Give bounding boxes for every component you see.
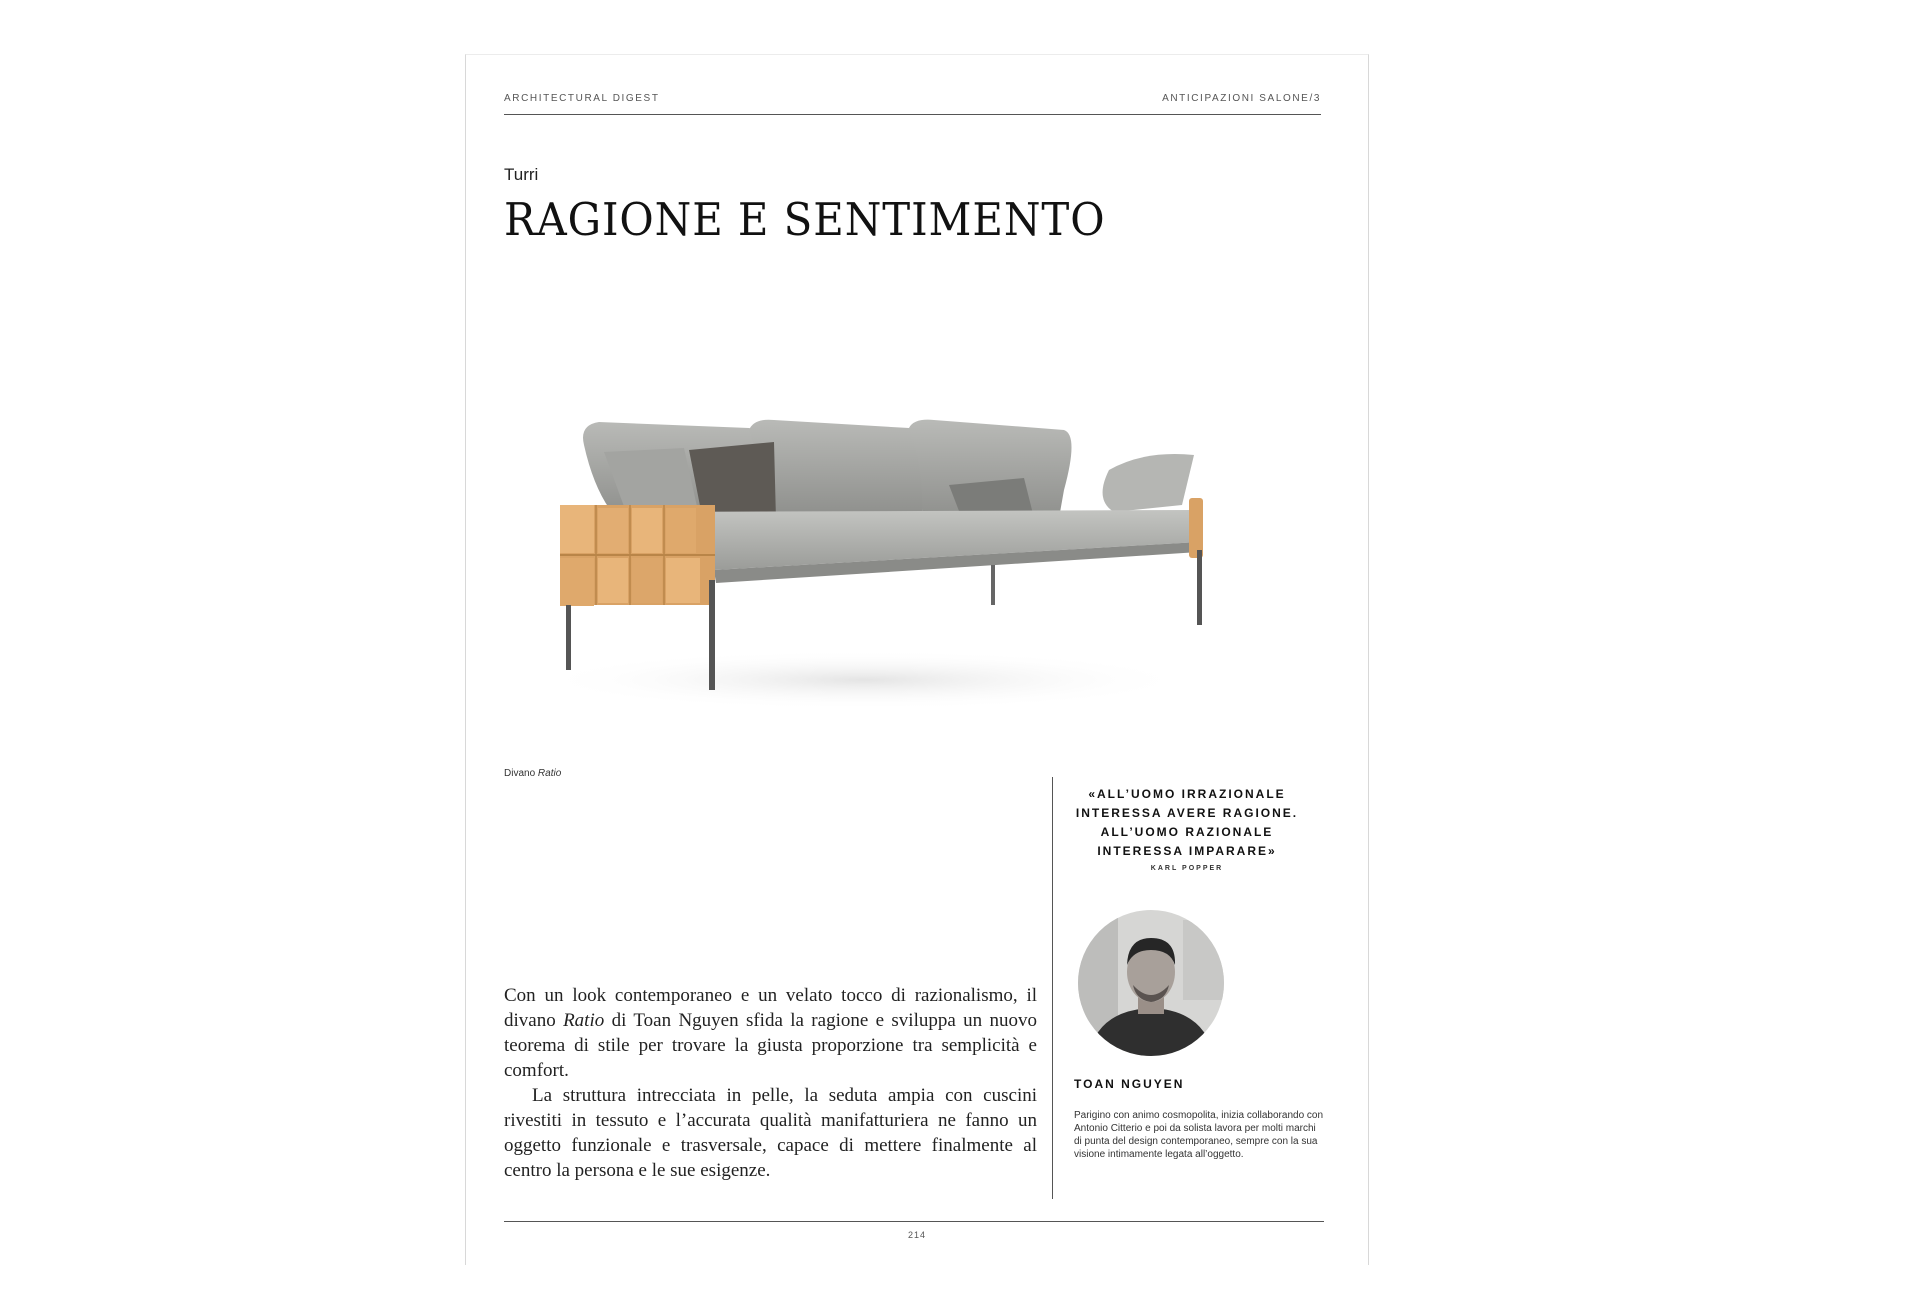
- pull-quote: «ALL’UOMO IRRAZIONALE INTERESSA AVERE RAGIONE. ALL’UOMO RAZIONALE INTERESSA IMPARARE»: [1075, 787, 1299, 858]
- article-body: [504, 983, 1037, 1183]
- magazine-name: ARCHITECTURAL DIGEST: [504, 93, 660, 104]
- designer-name: TOAN NGUYEN: [1074, 1077, 1185, 1091]
- body-paragraph: Con un look contemporaneo e un velato tocco di razionalismo, il divano Ratio di Toan Nguyen sfida la ragione e sviluppa un nuovo teorema di stile per trovare la giusta proporzione tra semplicità e comfort.: [504, 985, 1037, 1081]
- section-label: ANTICIPAZIONI SALONE/3: [1162, 93, 1321, 104]
- photo-caption: Divano Ratio: [504, 768, 562, 779]
- article-title: RAGIONE E SENTIMENTO: [504, 193, 1106, 246]
- page-number: 214: [907, 1230, 927, 1240]
- body-paragraph: La struttura intrecciata in pelle, la seduta ampia con cuscini rivestiti in tessuto e l’accurata qualità manifatturiera ne fanno un oggetto funzionale e trasversale, capace di mettere finalmente al centro la persona e le sue esigenze.: [504, 1085, 1037, 1181]
- column-divider: [1052, 777, 1053, 1199]
- header-divider: [504, 114, 1321, 115]
- footer-divider: [504, 1221, 1324, 1222]
- magazine-page: [465, 54, 1369, 1265]
- designer-bio: Parigino con animo cosmopolita, inizia collaborando con Antonio Citterio e poi da solista lavora per molti marchi di punta del design contemporaneo, sempre con la sua visione intimamente legata all’oggetto.: [1074, 1110, 1324, 1160]
- designer-portrait: [1078, 910, 1224, 1056]
- woven-arm: [560, 505, 715, 606]
- brand-name: Turri: [504, 165, 539, 184]
- quote-author: KARL POPPER: [1150, 865, 1224, 872]
- sofa-photo: [504, 340, 1274, 760]
